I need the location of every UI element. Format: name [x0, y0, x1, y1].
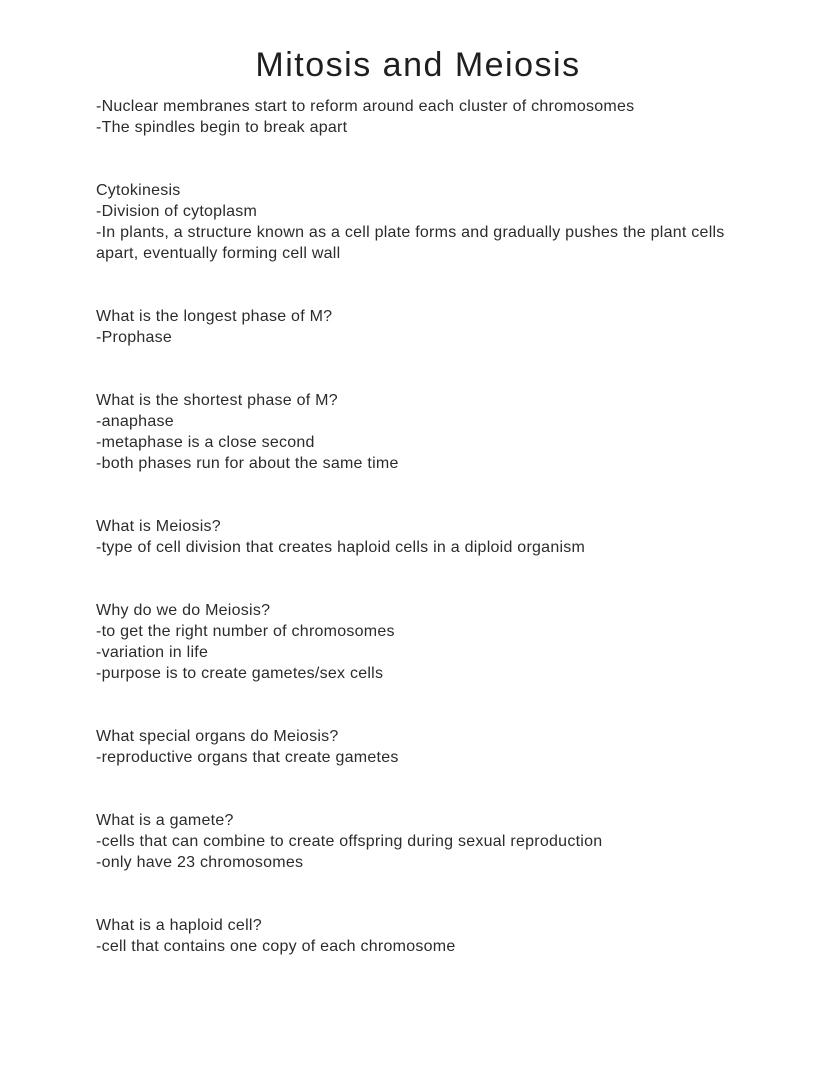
section-heading: Cytokinesis — [96, 182, 181, 199]
text-line: -anaphase — [96, 413, 174, 430]
document-title: Mitosis and Meiosis — [255, 46, 581, 84]
question-line: What is Meiosis? — [96, 518, 221, 535]
text-line: -Nuclear membranes start to reform around each cluster of chromosomes — [96, 98, 635, 115]
text-line: -Division of cytoplasm — [96, 203, 258, 220]
text-line: -In plants, a structure known as a cell plate forms and gradually pushes the plant cells apart, eventually forming cell wall — [96, 224, 725, 262]
text-line: -type of cell division that creates haploid cells in a diploid organism — [96, 539, 586, 556]
text-line: -to get the right number of chromosomes — [96, 623, 395, 640]
note-section-what-is-meiosis — [96, 516, 740, 558]
text-line: -variation in life — [96, 644, 209, 661]
note-section-nuclear-membranes — [96, 96, 740, 138]
text-line: -both phases run for about the same time — [96, 455, 399, 472]
note-section-what-is-gamete — [96, 810, 740, 873]
note-section-special-organs — [96, 726, 740, 768]
text-line: -cells that can combine to create offspring during sexual reproduction — [96, 833, 603, 850]
text-line: -purpose is to create gametes/sex cells — [96, 665, 384, 682]
text-line: -metaphase is a close second — [96, 434, 315, 451]
question-line: Why do we do Meiosis? — [96, 602, 271, 619]
note-section-haploid-cell — [96, 915, 740, 957]
question-line: What is the longest phase of M? — [96, 308, 333, 325]
text-line: -reproductive organs that create gametes — [96, 749, 399, 766]
question-line: What is a gamete? — [96, 812, 234, 829]
note-section-shortest-phase — [96, 390, 740, 474]
text-line: -The spindles begin to break apart — [96, 119, 348, 136]
note-section-longest-phase — [96, 306, 740, 348]
note-section-cytokinesis — [96, 180, 740, 264]
text-line: -cell that contains one copy of each chromosome — [96, 938, 456, 955]
question-line: What is a haploid cell? — [96, 917, 262, 934]
text-line: -only have 23 chromosomes — [96, 854, 304, 871]
question-line: What special organs do Meiosis? — [96, 728, 339, 745]
note-section-why-meiosis — [96, 600, 740, 684]
question-line: What is the shortest phase of M? — [96, 392, 338, 409]
text-line: -Prophase — [96, 329, 173, 346]
